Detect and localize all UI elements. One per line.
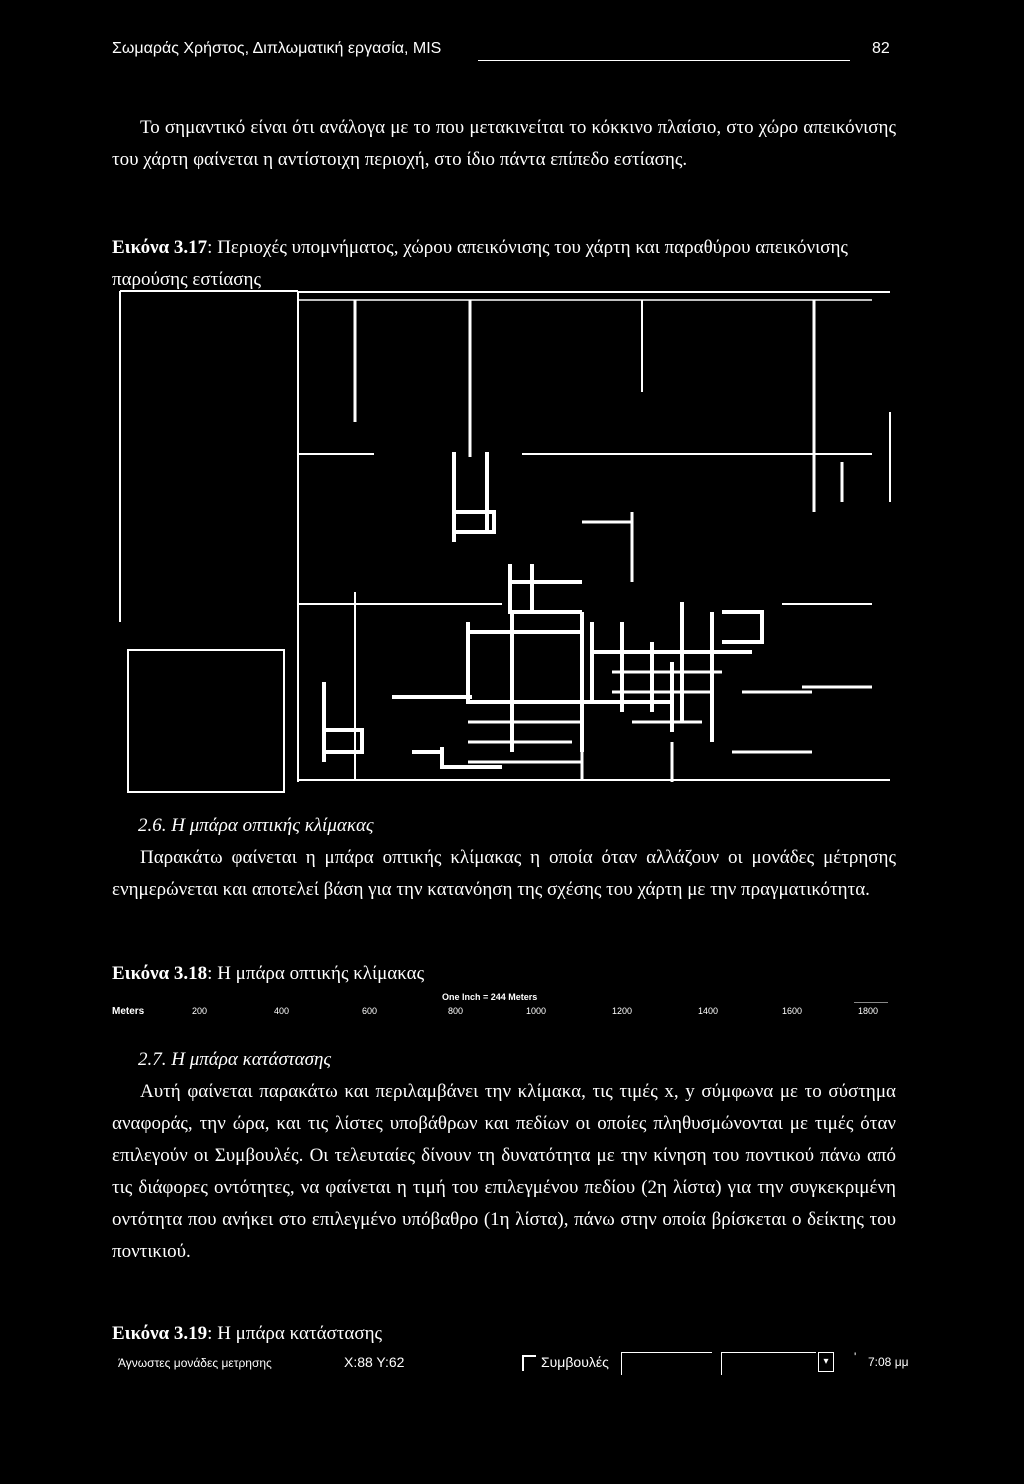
section-27-body: [112, 1076, 896, 1268]
scale-bar: [112, 992, 892, 1028]
scale-tick: 1600: [782, 1006, 803, 1016]
street-block: [454, 452, 494, 542]
figure-319-caption: [112, 1318, 896, 1350]
section-27-number: 2.7.: [138, 1049, 167, 1070]
street-block: [592, 622, 752, 732]
layer-list[interactable]: [621, 1352, 712, 1375]
figure-317-text: : Περιοχές υπομνήματος, χώρου απεικόνισης του χάρτη και παραθύρου απεικόνισης παρούσης εστίασης: [112, 237, 848, 290]
scale-tick: 600: [362, 1006, 378, 1016]
section-26-number: 2.6.: [138, 815, 167, 836]
advice-checkbox[interactable]: [522, 1355, 536, 1371]
figure-318-text: : Η μπάρα οπτικής κλίμακας: [207, 963, 425, 984]
figure-319-label: Εικόνα 3.19: [112, 1323, 208, 1344]
figure-318-caption: [112, 958, 896, 990]
map-figure: [112, 282, 902, 802]
scale-tick: 1400: [698, 1006, 719, 1016]
street-block: [392, 697, 502, 767]
scale-tick: 800: [448, 1006, 464, 1016]
overview-window: [128, 650, 284, 792]
scale-bar-segment: [854, 1002, 888, 1003]
divider-tick-icon: ': [854, 1350, 857, 1364]
intro-text: Το σημαντικό είναι ότι ανάλογα με το που μετακινείται το κόκκινο πλαίσιο, στο χώρο απεικόνισης του χάρτη φαίνεται η αντίστοιχη περιοχή, στο ίδιο πάντα επίπεδο εστίασης.: [112, 117, 896, 170]
scale-bar-unit: Meters: [112, 1006, 145, 1017]
section-27-title: Η μπάρα κατάστασης: [171, 1049, 332, 1070]
figure-317-label: Εικόνα 3.17: [112, 237, 208, 258]
running-header: Σωμαράς Χρήστος, Διπλωματική εργασία, MIS: [112, 40, 442, 57]
page-number: 82: [872, 40, 890, 57]
status-bar: [118, 1352, 918, 1378]
scale-tick: 200: [192, 1006, 208, 1016]
status-units: Άγνωστες μονάδες μετρησης: [118, 1356, 272, 1370]
scale-tick: 400: [274, 1006, 290, 1016]
section-27-heading: [138, 1044, 898, 1076]
scale-tick: 1200: [612, 1006, 633, 1016]
status-time: 7:08 μμ: [868, 1355, 909, 1369]
intro-paragraph: [112, 112, 896, 176]
street-block: [510, 564, 582, 612]
map-drawing: [112, 282, 902, 802]
section-26-text: Παρακάτω φαίνεται η μπάρα οπτικής κλίμακας η οποία όταν αλλάζουν οι μονάδες μέτρησης ενημερώνεται και αποτελεί βάση για την κατανόηση της σχέσης του χάρτη με την πραγματικότητα.: [112, 847, 896, 900]
street-block: [732, 687, 872, 752]
advice-label: Συμβουλές: [541, 1354, 609, 1370]
street-block: [612, 672, 722, 782]
scale-tick: 1800: [858, 1006, 879, 1016]
chevron-down-icon[interactable]: ▾: [818, 1352, 834, 1372]
status-coordinates: X:88 Y:62: [344, 1354, 405, 1370]
section-27-text: Αυτή φαίνεται παρακάτω και περιλαμβάνει την κλίμακα, τις τιμές x, y σύμφωνα με το σύστημα αναφοράς, την ώρα, και τις λίστες υποβάθρων και πεδίων οι οποίες πληθυσμώνονται με τιμές όταν επιλεγούν οι Συμβουλές. Οι τελευταίες δίνουν τη δυνατότητα με την κίνηση του ποντικού πάνω από τις διάφορες οντότητες, να φαίνεται η τιμή του επιλεγμένου πεδίου (2η λίστα) για την συγκεκριμένη οντότητα που ανήκει στο επιλεγμένο υπόβαθρο (1η λίστα), πάνω στην οποία βρίσκεται ο δείκτης του ποντικιού.: [112, 1081, 896, 1262]
section-26-body: [112, 842, 896, 906]
figure-319-text: : Η μπάρα κατάστασης: [207, 1323, 383, 1344]
field-list[interactable]: [721, 1352, 816, 1375]
street-block: [582, 512, 632, 582]
street-block: [468, 722, 582, 780]
scale-bar-title: One Inch = 244 Meters: [442, 992, 538, 1002]
section-26-heading: [138, 810, 898, 842]
scale-tick: 1000: [526, 1006, 547, 1016]
figure-318-label: Εικόνα 3.18: [112, 963, 208, 984]
section-26-title: Η μπάρα οπτικής κλίμακας: [171, 815, 374, 836]
street-block: [468, 612, 632, 752]
header-rule: [478, 60, 850, 61]
